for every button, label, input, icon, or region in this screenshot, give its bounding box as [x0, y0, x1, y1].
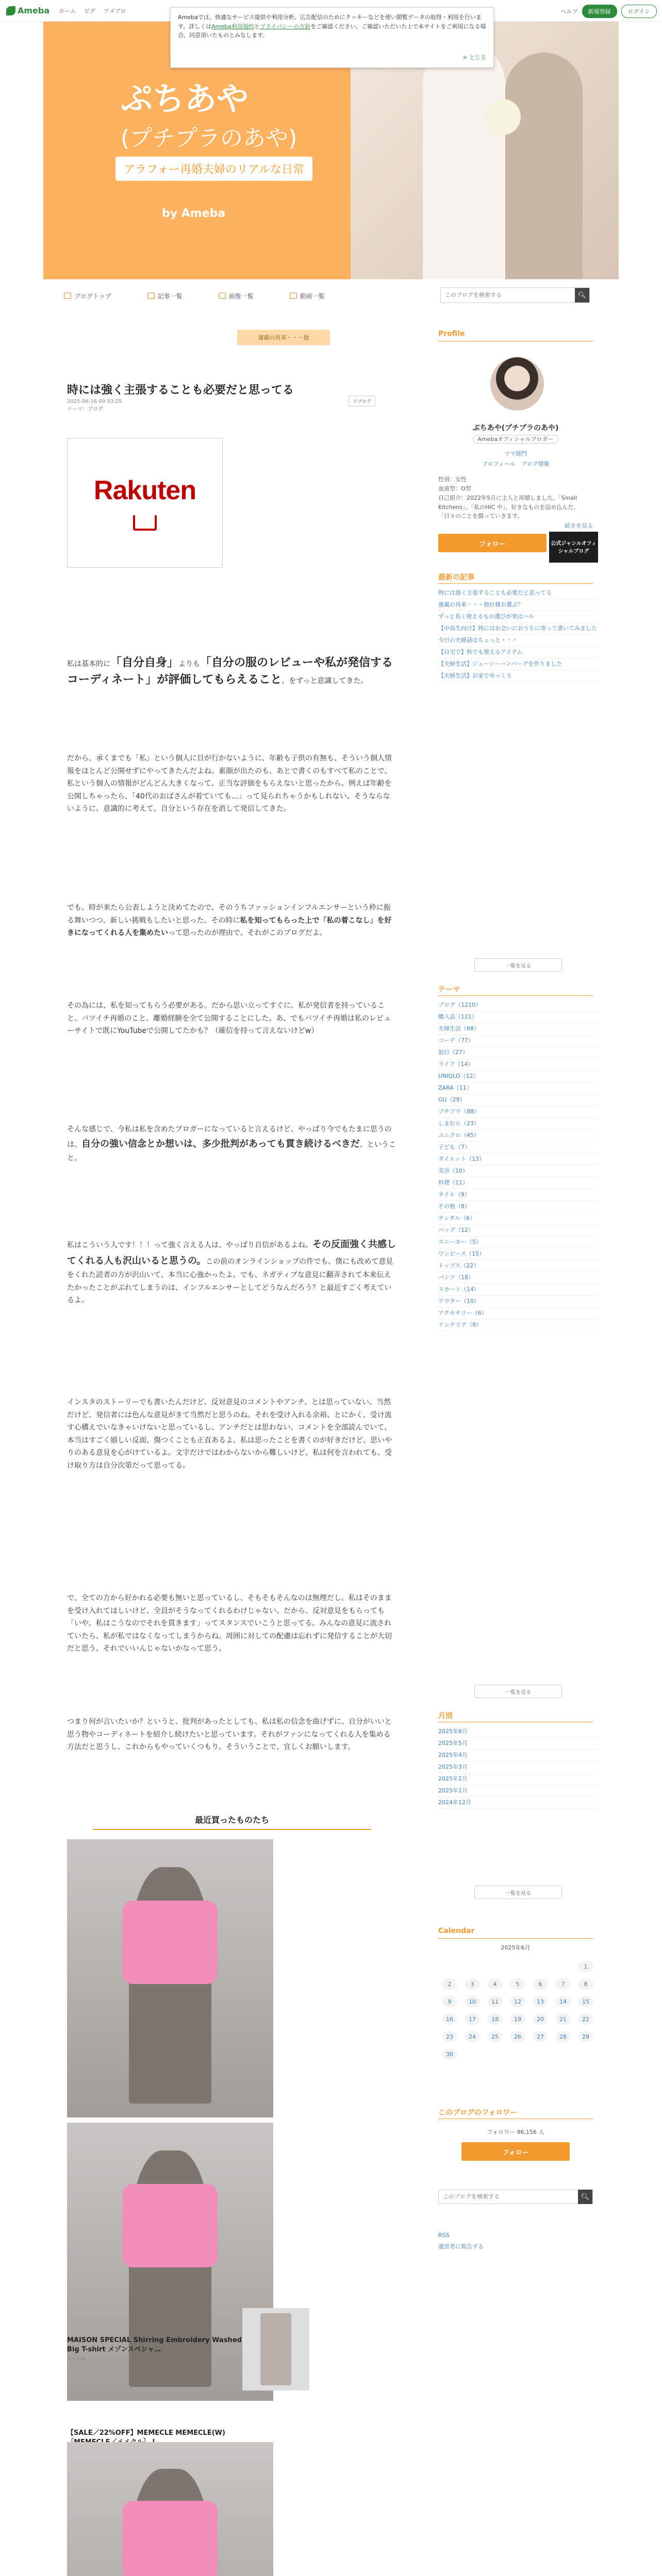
- emphasis: 私を知ってもらった上で「私の着こなし」を好きになってくれる人を集めたい: [67, 916, 392, 937]
- text: 、をずっと意識してきた。: [282, 677, 368, 685]
- theme-label: テーマ：: [67, 406, 88, 412]
- banner-ameba-mark: by Ameba: [162, 207, 226, 220]
- top-right: [561, 5, 657, 18]
- profile-intro: 自己紹介：2022年5月に主人と再婚しました。「Small Kitchens」、「私のHIC 中」、好きなものを詰め込んだ、「日々のことを綴っていきます。: [438, 495, 580, 520]
- genre-link[interactable]: ママ部門: [504, 450, 527, 457]
- calendar-empty: [552, 2045, 574, 2063]
- month-item[interactable]: 2025年3月: [438, 1761, 598, 1773]
- emphasis: が評価してもらえること: [157, 673, 282, 686]
- text: この前のオンラインショップの件でも、僕にも改めて意見をくれた読者の方が沢山いて、本当に心強かったよ。でも、ネガティブな意見に翻弄されて本来伝えたかったことがぶれてしまうのは、インフルエンサーとしてどうなんだろう？と最近すごく考えているよ。: [67, 1257, 393, 1304]
- calendar-week: [438, 1993, 598, 2010]
- nav-image-list[interactable]: [219, 292, 254, 300]
- theme-item[interactable]: プチプラ（88）: [438, 1106, 598, 1118]
- theme-item[interactable]: ライフ（14）: [438, 1059, 598, 1071]
- pink-top: [123, 2501, 218, 2576]
- list-icon: [147, 293, 155, 299]
- theme-item[interactable]: コーデ（77）: [438, 1035, 598, 1047]
- cookie-tail: をご確認ください。ご確認いただいた上で本サイトをご利用になる場合、同意頂いたものとみなします。: [178, 23, 486, 39]
- search-icon[interactable]: 🔍︎: [575, 288, 589, 302]
- paragraph-4: その為には、私を知ってもらう必要がある。だから思い立ってすぐに、私が発信者を持っていること、バツイチ再婚のこと、離婚経験を全て公開することにした。あ、でもバツイチ再婚は私のレビューサイトで既にYouTubeで公開してたかも？（確信を持って言えないけどw）: [67, 1002, 391, 1035]
- text: 、ということ。: [67, 1140, 396, 1162]
- calendar-day[interactable]: 22: [578, 2013, 593, 2025]
- avatar[interactable]: [489, 355, 545, 412]
- profile-links: [438, 460, 593, 469]
- month-list: [438, 1726, 598, 1809]
- profile-name[interactable]: ぷちあや(プチプラのあや): [472, 424, 559, 432]
- reblog-button[interactable]: リブログ: [349, 396, 375, 406]
- calendar-day[interactable]: 23: [442, 2031, 457, 2042]
- series-link-button[interactable]: 連載の再来・・・他: [237, 330, 330, 345]
- calendar-week: [438, 2045, 598, 2063]
- sidebar-search-input[interactable]: [439, 2194, 578, 2200]
- blog-info-link[interactable]: ブログ情報: [521, 461, 550, 467]
- paragraph-2: だから、承くまでも「私」という個人に目が行かないように、年齢も子供の有無も、そういう個人情報をほとんど公開せずにやってきたんだよね。素顔が出たのも、あとで書くのもすべて私のことで、私という個人の情報がどんどん大きくなって、正当な評価をもらえないと思ったから。例えば年齢を公開しちゃったら、「40代のおばさんが着ていても…」って見られちゃうかもしれない。そうならないように、意識的に考えて、自分という存在を消して発信してきた。: [67, 754, 392, 813]
- report-text[interactable]: 運営者に報告する: [438, 2243, 484, 2250]
- calendar-title: 2025年6月: [501, 1944, 531, 1951]
- theme-item[interactable]: 旅行（27）: [438, 1047, 598, 1059]
- post-meta: [67, 399, 122, 412]
- calendar-empty: [552, 1958, 574, 1975]
- blog-tagline: アラフォー再婚夫婦のリアルな日常: [115, 157, 312, 181]
- calendar-day[interactable]: 29: [578, 2031, 593, 2042]
- theme-item[interactable]: 料理（11）: [438, 1177, 598, 1189]
- rss-link: [438, 2231, 593, 2240]
- month-item[interactable]: 2025年2月: [438, 1773, 598, 1785]
- rakuten-banner[interactable]: [67, 438, 223, 568]
- product-title: [67, 2336, 242, 2363]
- calendar-empty: [461, 1958, 484, 1975]
- paragraph-9: つまり何が言いたいか？というと、批判があったとしても、私は私の信念を曲げずに、自分がいいと思う物やコーディネートを紹介し続けたいと思っています。それがファンになってくれる人を集める方法だと思うし、これからもやっていくつもり。そういうことで、宜しくお願いします。: [67, 1718, 392, 1751]
- latest-heading: 最新の記事: [438, 573, 474, 582]
- calendar-day[interactable]: 4: [487, 1978, 503, 1990]
- month-item[interactable]: 2025年1月: [438, 1785, 598, 1797]
- latest-item[interactable]: 【自宅で】秋でも使えるアイテム: [438, 647, 598, 658]
- theme-item[interactable]: ユニクロ（45）: [438, 1130, 598, 1142]
- paragraph-7: インスタのストーリーでも書いたんだけど、反対意見のコメントやアンチ、とは思っていない。当然だけど、発信者には色んな意見がきて当然だと思うのね。それを受け入れる余裕、とにかく、受け流す心構えでいなきゃいけないと思っているし、アンチだとは思わない。コメントを全部読んでいて、本当はすごく嬉しい反面、傷つくことも正直あるよ。私は思ったことを書くのが好きだけど、思いやりのある意見を心がけているよ。文字だけではわからないから難しいけど、私は何を言われても、受け取り方は自分次第だって思ってる。: [67, 1398, 392, 1470]
- paragraph-8: で、全ての方から好かれる必要も無いと思っているし、そもそもそんなのは無理だし。私はそのままを受け入れてほしいけど、全員がそうなってくれるわけじゃない。だから、反対意見をもらっても「いや、私はこうなのでそれを貫きます」ってスタンスでいこうと思ってる。みんなの意見に流されていたら、私が私ではなくなってしまうからね。周囲に対しての配慮は忘れずに発信することが大切だと思う、それでいいんじゃないかなって思う。: [67, 1594, 392, 1653]
- title-text: MAISON SPECIAL Shirring Embroidery Washed Big T-shirt メゾンスペシャ…: [67, 2336, 242, 2353]
- nav-home[interactable]: ホーム: [59, 7, 76, 14]
- text: そんな感じで、今私は私を含めたブロガーになっていると言えるけど、やっぱり今でもたまに思うのは、: [67, 1125, 392, 1149]
- paragraph-6: [67, 1236, 397, 1307]
- month-item[interactable]: 2024年12月: [438, 1797, 598, 1809]
- help-link[interactable]: ヘルプ: [560, 8, 578, 15]
- calendar-day[interactable]: 30: [442, 2048, 457, 2060]
- product-image: [242, 2308, 309, 2391]
- calendar-day[interactable]: 14: [555, 1996, 571, 2007]
- divider: [438, 583, 593, 584]
- emphasis: 自分の強い信念とか想いは、多少批判があっても貫き続けるべきだ: [81, 1138, 360, 1149]
- cookie-close-button[interactable]: × とじる: [462, 54, 486, 61]
- calendar-empty: [484, 2045, 506, 2063]
- divider: [438, 341, 593, 342]
- outfit-photo-1[interactable]: [67, 1839, 273, 2117]
- text: よりも: [178, 660, 201, 668]
- nav-video-list[interactable]: [290, 292, 325, 300]
- theme-item[interactable]: しまむら（23）: [438, 1118, 598, 1130]
- calendar-day[interactable]: 21: [555, 2013, 571, 2025]
- image-icon: [219, 293, 226, 299]
- top-nav: [59, 7, 126, 15]
- paragraph-5: [67, 1123, 397, 1165]
- calendar-empty: [529, 2045, 552, 2063]
- theme-item[interactable]: スニーカー（5）: [438, 1236, 598, 1248]
- theme-item[interactable]: インテリア（9）: [438, 1319, 598, 1331]
- groom-figure: [505, 53, 583, 279]
- nav-pigg[interactable]: ピグ: [84, 7, 96, 14]
- theme-item[interactable]: ブログ（1210）: [438, 999, 598, 1011]
- login-button[interactable]: ログイン: [621, 5, 657, 18]
- profile-more: [438, 521, 593, 531]
- theme-item[interactable]: パンツ（18）: [438, 1272, 598, 1284]
- profile-link[interactable]: プロフィール: [482, 461, 516, 467]
- nav-label: 画像一覧: [228, 292, 254, 300]
- calendar-week: [438, 1975, 598, 1993]
- divider: [438, 995, 593, 996]
- theme-item[interactable]: バッグ（12）: [438, 1225, 598, 1236]
- calendar-day[interactable]: 9: [442, 1996, 457, 2007]
- pink-top: [123, 1901, 218, 1984]
- calendar-day[interactable]: 17: [465, 2013, 480, 2025]
- calendar-day[interactable]: 12: [510, 1996, 525, 2007]
- theme-item[interactable]: アクセサリー（6）: [438, 1308, 598, 1319]
- calendar-day[interactable]: 27: [533, 2031, 548, 2042]
- theme-item[interactable]: UNIQLO（12）: [438, 1071, 598, 1082]
- themes-more-button[interactable]: 一覧を見る: [474, 1685, 562, 1698]
- calendar-empty: [484, 1958, 506, 1975]
- bride-figure: [423, 42, 505, 279]
- cookie-text: Amebaでは、快適なサービス提供や利用分析、広告配信のためにクッキーなどを使い閲覧データの取得・利用を行います。詳しくは: [178, 14, 482, 30]
- calendar-grid: [438, 1958, 598, 2063]
- text: でも、時が来たら公表しようと決めてたので、そのうちファッションインフルエンサーという枠に振る舞いつつ、新しい挑戦もしたいと思った。その時に: [67, 904, 391, 925]
- garment: [260, 2313, 291, 2385]
- theme-item[interactable]: スカート（14）: [438, 1284, 598, 1296]
- calendar-day[interactable]: 19: [510, 2013, 525, 2025]
- search-icon[interactable]: 🔍︎: [578, 2190, 592, 2204]
- month-item[interactable]: 2025年4月: [438, 1750, 598, 1761]
- latest-more-button[interactable]: 一覧を見る: [474, 958, 562, 972]
- month-item[interactable]: 2025年6月: [438, 1726, 598, 1738]
- sidebar-search: [438, 2190, 593, 2204]
- product-store: 楽天市場: [67, 2357, 86, 2362]
- ameba-leaf-icon: [6, 6, 15, 15]
- theme-item[interactable]: ZARA（11）: [438, 1082, 598, 1094]
- divider: [438, 1938, 593, 1939]
- calendar-day[interactable]: 20: [533, 2013, 548, 2025]
- recent-purchases-title: 最近買ったものたち: [194, 1815, 269, 1825]
- calendar-day[interactable]: 28: [555, 2031, 571, 2042]
- emphasis: その反面強く共感してくれる人も沢山いると思うの。: [67, 1239, 396, 1266]
- calendar-day[interactable]: 10: [465, 1996, 480, 2007]
- blog-search: [440, 287, 590, 303]
- profile-gender: 性別：女性: [438, 476, 467, 483]
- latest-item[interactable]: ずっと長く使えるもの選びが実はハル: [438, 611, 598, 623]
- latest-item[interactable]: 【夫婦生活】お家でゆっくり: [438, 670, 598, 682]
- calendar-day[interactable]: 1: [578, 1961, 593, 1972]
- calendar-day[interactable]: 6: [533, 1978, 548, 1990]
- privacy-link[interactable]: プライバシーの方針: [259, 23, 311, 30]
- video-icon: [290, 293, 297, 299]
- pink-top: [123, 2184, 218, 2267]
- theme-list: [438, 999, 598, 1331]
- nav-blog-top[interactable]: [64, 292, 111, 300]
- nav-ameblo[interactable]: アメブロ: [104, 7, 126, 14]
- theme-item[interactable]: サンダル（6）: [438, 1213, 598, 1225]
- calendar-day[interactable]: 15: [578, 1996, 593, 2007]
- latest-item[interactable]: 時には強く主張することも必要だと思ってる: [438, 587, 598, 599]
- calendar-day[interactable]: 2: [442, 1978, 457, 1990]
- calendar-empty: [506, 1958, 529, 1975]
- calendar-day[interactable]: 16: [442, 2013, 457, 2025]
- paragraph-1: [67, 654, 397, 688]
- report-link: [438, 2242, 593, 2251]
- more-link[interactable]: 続きを見る: [565, 522, 593, 529]
- cookie-mid: と: [254, 23, 260, 30]
- calendar-week: [438, 2010, 598, 2028]
- post-title: 時には強く主張することも必要だと思ってる: [67, 384, 294, 397]
- section-divider: [93, 1829, 371, 1830]
- logo-text: Ameba: [18, 6, 50, 15]
- calendar-empty: [461, 2045, 484, 2063]
- followers-count: フォロワー 96,156 人: [487, 2129, 544, 2136]
- theme-item[interactable]: 夫婦生活（68）: [438, 1023, 598, 1035]
- post-theme-link[interactable]: ブログ: [88, 406, 103, 412]
- theme-item[interactable]: トップス（22）: [438, 1260, 598, 1272]
- latest-item[interactable]: 【中高生向け】時にはお会いにおうちに寄って書いてみました: [438, 623, 598, 635]
- calendar-day[interactable]: 8: [578, 1978, 593, 1990]
- calendar-day[interactable]: 26: [510, 2031, 525, 2042]
- official-badge: [438, 435, 593, 444]
- theme-item[interactable]: 子ども（7）: [438, 1142, 598, 1154]
- calendar-empty: [574, 2045, 597, 2063]
- month-heading: 月別: [438, 1712, 453, 1720]
- theme-item[interactable]: その他（8）: [438, 1201, 598, 1213]
- paragraph-3: [67, 902, 397, 940]
- profile-blood: 血液型：O型: [438, 485, 471, 492]
- product-card-1[interactable]: [67, 2308, 309, 2391]
- latest-item[interactable]: 連載の再来・・・他社様お選ぶ？: [438, 599, 598, 611]
- profile-heading: Profile: [438, 330, 465, 338]
- calendar-day[interactable]: 11: [487, 1996, 503, 2007]
- home-icon: [64, 293, 71, 299]
- ameba-logo[interactable]: [6, 6, 49, 15]
- theme-item[interactable]: ネイル（9）: [438, 1189, 598, 1201]
- register-button[interactable]: 新規登録: [582, 5, 617, 18]
- follow-button[interactable]: フォロー: [438, 534, 547, 552]
- followers-heading: このブログのフォロワー: [438, 2109, 518, 2117]
- text: 私は基本的に: [67, 660, 110, 668]
- cart-icon: [133, 515, 157, 531]
- month-item[interactable]: 2025年5月: [438, 1738, 598, 1750]
- months-more-button[interactable]: 一覧を見る: [474, 1886, 562, 1899]
- terms-link[interactable]: Ameba利用規約: [211, 23, 254, 30]
- calendar-heading: Calendar: [438, 1927, 475, 1935]
- calendar-day[interactable]: 18: [487, 2013, 503, 2025]
- text: 私はこういう人です！！！って強く言える人は、やっぱり自信があるよね。: [67, 1241, 312, 1249]
- official-blog-banner[interactable]: 公式ジャンルオフィシャルブログ: [549, 532, 598, 563]
- calendar-day[interactable]: 3: [465, 1978, 480, 1990]
- rss-text[interactable]: RSS: [438, 2232, 450, 2239]
- nav-article-list[interactable]: [147, 292, 183, 300]
- latest-item[interactable]: 【夫婦生活】ジューシーハンバーグを作りました: [438, 658, 598, 670]
- rakuten-logo: Rakuten: [93, 476, 196, 505]
- calendar-day[interactable]: 13: [533, 1996, 548, 2007]
- blog-title: ぷちあや: [121, 80, 249, 117]
- blog-nav: [43, 286, 619, 305]
- calendar-day[interactable]: 7: [555, 1978, 571, 1990]
- latest-list: [438, 587, 598, 682]
- calendar-day[interactable]: 5: [510, 1978, 525, 1990]
- calendar-day[interactable]: 25: [487, 2031, 503, 2042]
- nav-label: 記事一覧: [157, 292, 183, 300]
- calendar-day[interactable]: 24: [465, 2031, 480, 2042]
- post-date: 2025-06-16 09:33:25: [67, 399, 122, 404]
- calendar-week: [438, 2028, 598, 2045]
- blog-subtitle: (プチプラのあや): [121, 125, 297, 151]
- bouquet-image: [485, 99, 521, 135]
- emphasis: 「自分自身」: [110, 656, 179, 669]
- genre: [438, 449, 593, 459]
- calendar-empty: [438, 1958, 461, 1975]
- nav-label: 動画一覧: [300, 292, 325, 300]
- calendar-week: [438, 1958, 598, 1975]
- blog-search-input[interactable]: [441, 292, 575, 298]
- nav-label: ブログトップ: [74, 292, 111, 300]
- badge-text: Amebaオフィシャルブロガー: [473, 435, 558, 444]
- theme-item[interactable]: ダイエット（13）: [438, 1154, 598, 1165]
- outfit-photo-3[interactable]: [67, 2442, 273, 2576]
- emphasis: 「自分の服のレビューや私が発信するコーディネート」: [67, 656, 393, 686]
- follow-button-2[interactable]: フォロー: [461, 2142, 570, 2161]
- theme-item[interactable]: GU（29）: [438, 1094, 598, 1106]
- latest-item[interactable]: 今日の夫婦話はちょっと・・・: [438, 635, 598, 647]
- theme-item[interactable]: 購入品（121）: [438, 1011, 598, 1023]
- theme-item[interactable]: ワンピース（15）: [438, 1248, 598, 1260]
- cookie-notice: [170, 7, 494, 68]
- theme-item[interactable]: 美容（10）: [438, 1165, 598, 1177]
- theme-heading: テーマ: [438, 986, 460, 994]
- theme-item[interactable]: アウター（10）: [438, 1296, 598, 1308]
- title-text: 【SALE／22%OFF】MEMECLE MEMECLE(W): [67, 2429, 225, 2437]
- calendar-empty: [529, 1958, 552, 1975]
- text: って思ったのが理由で、それがこのブログだよ。: [168, 929, 327, 937]
- calendar-empty: [506, 2045, 529, 2063]
